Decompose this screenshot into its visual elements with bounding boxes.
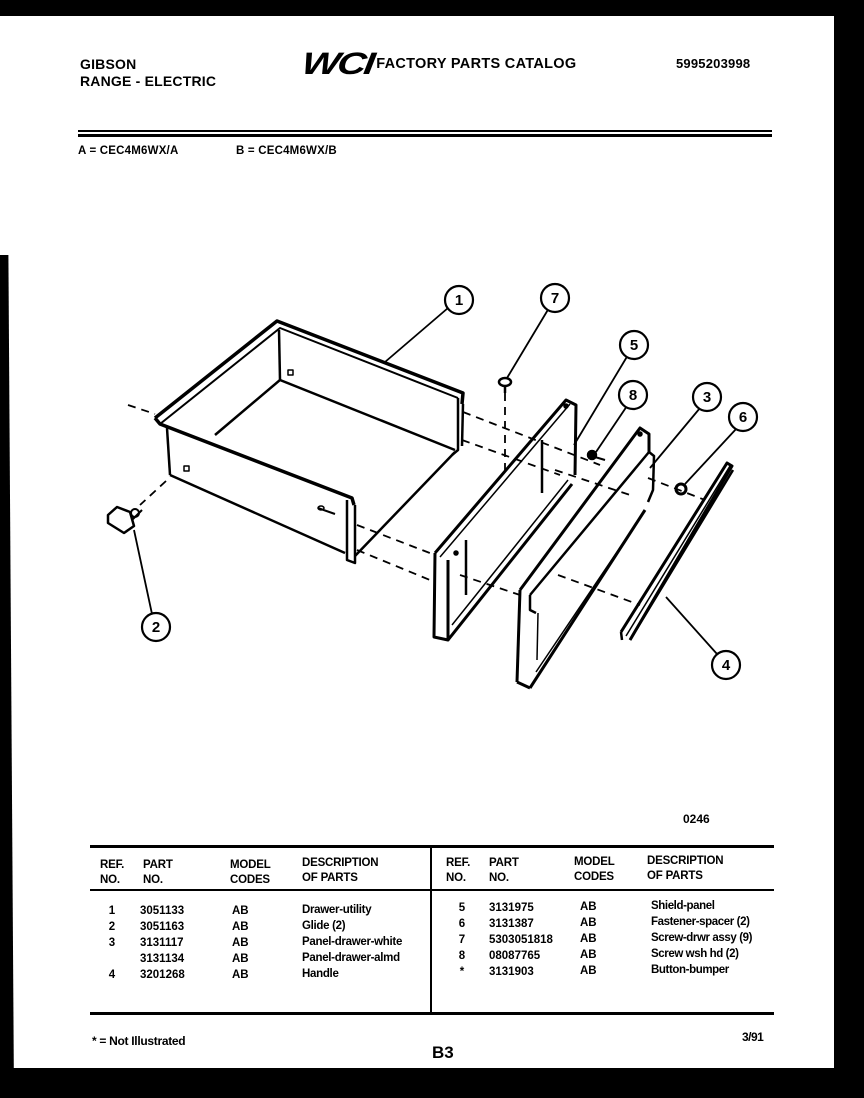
- header-ref-no: REF. NO.: [100, 859, 125, 886]
- header-rule: [78, 130, 772, 132]
- table-cell-part: 3051133: [140, 905, 185, 917]
- table-rule-bottom: [90, 1012, 774, 1015]
- scan-edge-top: [0, 0, 864, 16]
- model-a-label: A = CEC4M6WX/A: [78, 145, 179, 157]
- table-cell-ref: [104, 951, 120, 967]
- catalog-number: 5995203998: [676, 56, 751, 71]
- table-cell-part: 3131134: [140, 953, 185, 965]
- table-cell-part: 3131387: [489, 918, 534, 930]
- table-header-rule: [90, 889, 774, 891]
- exploded-parts-diagram: [0, 170, 864, 810]
- table-cell-part: 3131117: [140, 937, 184, 949]
- screw-wsh-part: [588, 451, 605, 460]
- table-rule-top: [90, 845, 774, 848]
- figure-code: 0246: [683, 812, 710, 826]
- table-column-divider: [430, 845, 432, 1015]
- table-cell-ref: 7: [458, 934, 466, 946]
- table-cell-codes: AB: [580, 917, 597, 929]
- table-cell-codes: AB: [232, 921, 249, 933]
- table-cell-part: 5303051818: [489, 934, 553, 946]
- table-cell-ref: 3: [108, 937, 116, 949]
- header-model-codes-right: MODEL CODES: [574, 856, 615, 883]
- screw-drawer-part: [499, 378, 511, 393]
- svg-text:1: 1: [454, 292, 464, 309]
- right-part-column: [489, 900, 553, 980]
- panel-drawer-part: [517, 428, 654, 688]
- right-codes-column: [580, 899, 597, 979]
- header-part-no-right: PART NO.: [489, 857, 519, 884]
- scan-edge-bottom: [0, 1068, 864, 1098]
- table-cell-part: 3051163: [140, 921, 185, 933]
- svg-text:7: 7: [550, 290, 560, 307]
- table-cell-codes: AB: [580, 965, 597, 977]
- glide-part: [108, 507, 142, 533]
- wci-logo: WCI: [299, 46, 376, 81]
- left-part-column: [140, 903, 185, 983]
- header-description-right: DESCRIPTION OF PARTS: [647, 855, 724, 882]
- table-cell-ref: 5: [458, 902, 466, 914]
- table-cell-ref: 2: [108, 921, 116, 933]
- product-type: RANGE - ELECTRIC: [80, 73, 217, 89]
- table-cell-desc: Shield-panel: [651, 900, 715, 912]
- table-cell-desc: Panel-drawer-almd: [302, 952, 400, 964]
- header-rule-thick: [78, 134, 772, 137]
- table-cell-ref: 1: [108, 905, 116, 917]
- revision-date: 3/91: [742, 1030, 764, 1044]
- svg-text:4: 4: [721, 657, 731, 674]
- right-desc-column: [651, 898, 752, 978]
- right-ref-column: [454, 900, 470, 980]
- table-cell-codes: AB: [232, 905, 249, 917]
- brand-name: GIBSON: [80, 56, 137, 72]
- svg-text:6: 6: [738, 409, 748, 426]
- svg-text:8: 8: [628, 387, 638, 404]
- table-cell-part: 08087765: [489, 950, 541, 962]
- brand-header: [80, 56, 216, 90]
- header-model-codes: MODEL CODES: [230, 859, 271, 886]
- left-codes-column: [232, 903, 249, 983]
- table-cell-part: 3131903: [489, 966, 534, 978]
- header-description: DESCRIPTION OF PARTS: [302, 857, 379, 884]
- model-b-label: B = CEC4M6WX/B: [236, 145, 337, 157]
- table-cell-desc: Glide (2): [302, 920, 346, 932]
- header-part-no: PART NO.: [143, 859, 173, 886]
- table-cell-part: 3131975: [489, 902, 534, 914]
- not-illustrated-footnote: * = Not Illustrated: [92, 1034, 186, 1048]
- table-cell-desc: Drawer-utility: [302, 904, 372, 916]
- table-cell-ref: 8: [458, 950, 466, 962]
- table-cell-part: 3201268: [140, 969, 185, 981]
- catalog-header: [299, 46, 577, 81]
- table-cell-desc: Panel-drawer-white: [302, 936, 403, 948]
- svg-text:5: 5: [629, 337, 639, 354]
- table-cell-desc: Screw wsh hd (2): [651, 948, 739, 960]
- table-cell-ref: 4: [108, 969, 116, 981]
- table-cell-desc: Button-bumper: [651, 964, 729, 976]
- left-desc-column: [302, 902, 402, 982]
- table-cell-desc: Handle: [302, 968, 339, 980]
- table-cell-codes: AB: [580, 949, 597, 961]
- page-number: B3: [432, 1043, 454, 1062]
- table-cell-desc: Fastener-spacer (2): [651, 916, 750, 928]
- table-cell-ref: 6: [458, 918, 466, 930]
- table-cell-ref: *: [459, 966, 465, 978]
- table-cell-codes: AB: [232, 969, 249, 981]
- fastener-spacer-part: [676, 484, 686, 494]
- table-cell-codes: AB: [232, 937, 249, 949]
- svg-text:3: 3: [702, 389, 712, 406]
- svg-text:2: 2: [151, 619, 161, 636]
- table-cell-codes: AB: [580, 933, 597, 945]
- drawer-utility-part: [155, 321, 463, 563]
- catalog-title: FACTORY PARTS CATALOG: [376, 56, 577, 72]
- table-cell-codes: AB: [580, 901, 597, 913]
- header-ref-no-right: REF. NO.: [446, 857, 471, 884]
- left-ref-column: [104, 903, 120, 983]
- table-cell-codes: AB: [232, 953, 249, 965]
- table-cell-desc: Screw-drwr assy (9): [651, 932, 753, 944]
